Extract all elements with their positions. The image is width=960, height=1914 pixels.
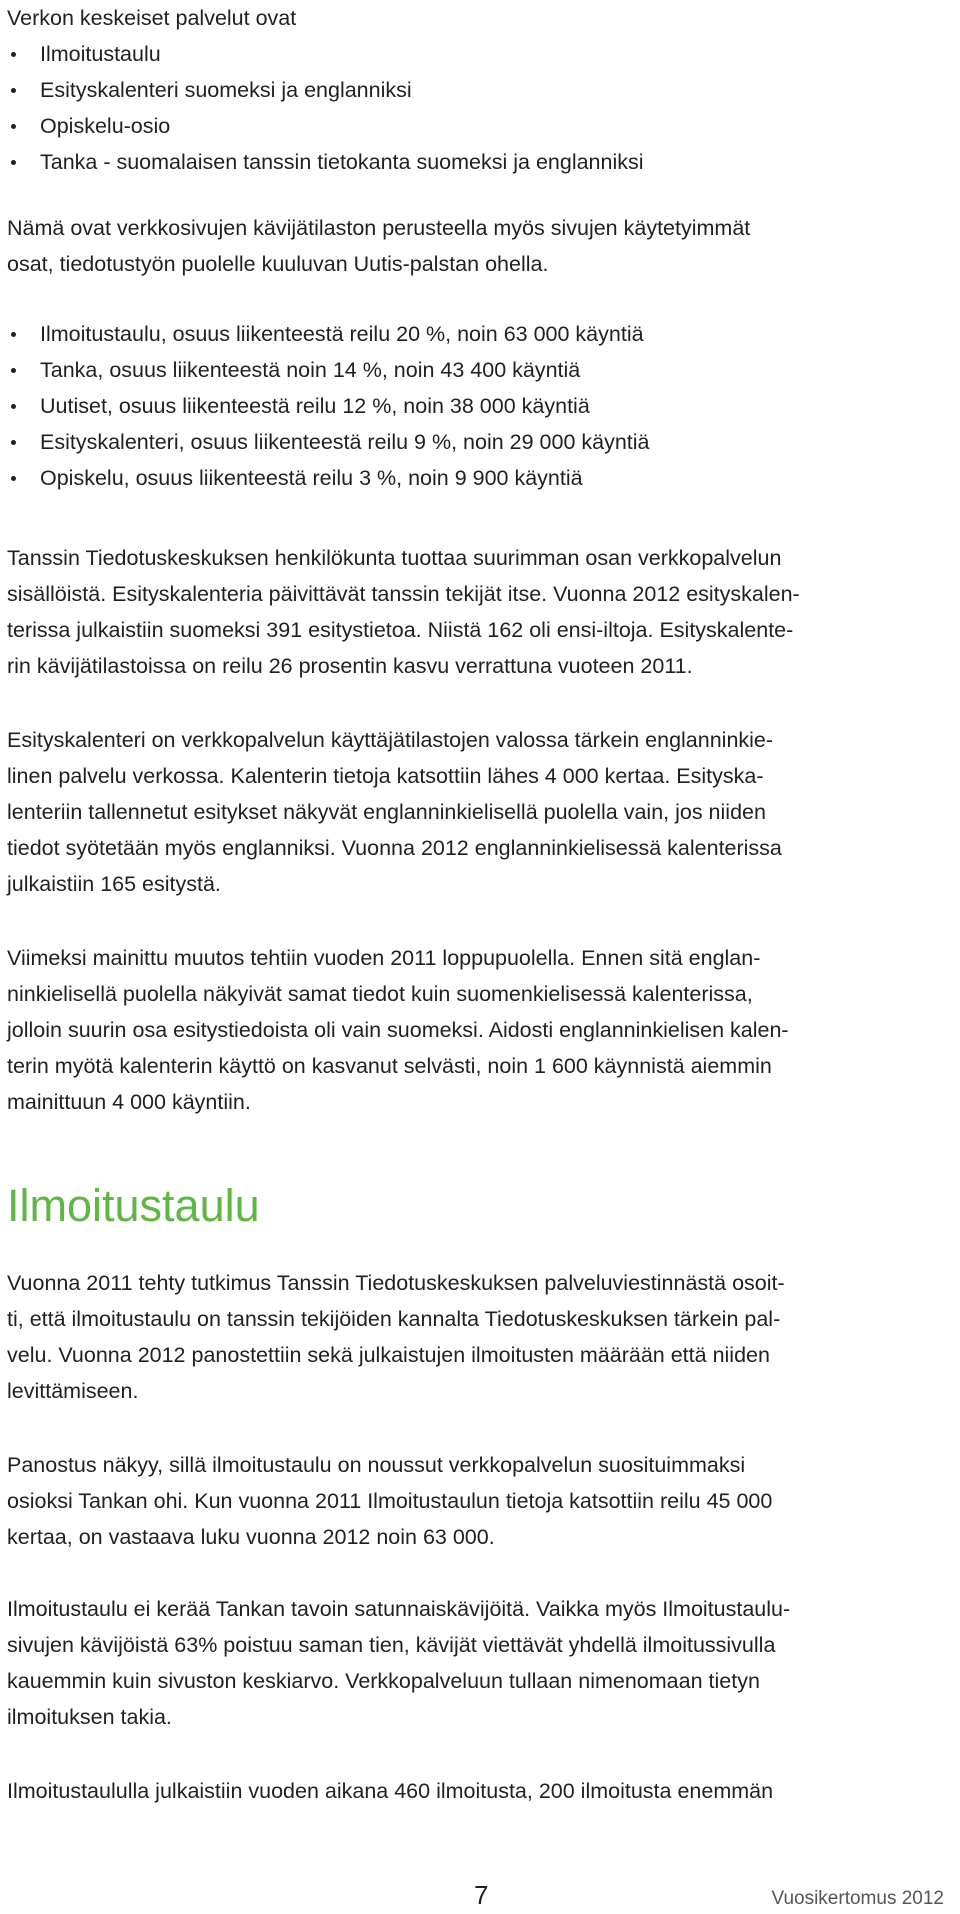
text-line: Nämä ovat verkkosivujen kävijätilaston perusteella myös sivujen käytetyimmät <box>7 216 751 240</box>
text-line: rin kävijätilastoissa on reilu 26 prosentin kasvu verrattuna vuoteen 2011. <box>7 654 693 678</box>
text-line: terin myötä kalenterin käyttö on kasvanut selvästi, noin 1 600 käynnistä aiemmin <box>7 1054 772 1078</box>
bullet-icon <box>11 124 16 129</box>
text-line: kauemmin kuin sivuston keskiarvo. Verkkopalveluun tullaan nimenomaan tietyn <box>7 1669 760 1693</box>
text-line: sisällöistä. Esityskalenteria päivittävät tanssin tekijät itse. Vuonna 2012 esityskalen- <box>7 582 800 606</box>
text-line: Ilmoitustaulu ei kerää Tankan tavoin satunnaiskävijöitä. Vaikka myös Ilmoitustaulu- <box>7 1597 791 1621</box>
text-line: Tanssin Tiedotuskeskuksen henkilökunta tuottaa suurimman osan verkkopalvelun <box>7 546 782 570</box>
last-paragraph <box>7 1773 953 1809</box>
bullet-icon <box>11 368 16 373</box>
list-item: Ilmoitustaulu, osuus liikenteestä reilu 20 %, noin 63 000 käyntiä <box>7 316 953 352</box>
text-line: osat, tiedotustyön puolelle kuuluvan Uutis-palstan ohella. <box>7 252 549 276</box>
services-list <box>7 36 953 180</box>
bullet-icon <box>11 440 16 445</box>
text-line: osioksi Tankan ohi. Kun vuonna 2011 Ilmoitustaulun tietoja katsottiin reilu 45 000 <box>7 1489 773 1513</box>
text-line: tiedot syötetään myös englanniksi. Vuonna 2012 englanninkielisessä kalenterissa <box>7 836 782 860</box>
intro-text: Verkon keskeiset palvelut ovat <box>7 6 297 30</box>
text-line: Esityskalenteri on verkkopalvelun käyttäjätilastojen valossa tärkein englanninkie- <box>7 728 774 752</box>
text-line: ilmoituksen takia. <box>7 1705 172 1729</box>
bullet-icon <box>11 52 16 57</box>
text-line: velu. Vuonna 2012 panostettiin sekä julkaistujen ilmoitusten määrään että niiden <box>7 1343 770 1367</box>
calendar-paragraph <box>7 722 953 902</box>
list-item: Opiskelu-osio <box>7 108 953 144</box>
text-line: Viimeksi mainittu muutos tehtiin vuoden 2011 loppupuolella. Ennen sitä englan- <box>7 946 761 970</box>
text-line: terissa julkaistiin suomeksi 391 esitystietoa. Niistä 162 oli ensi-iltoja. Esityskalente- <box>7 618 794 642</box>
text-line: Ilmoitustaululla julkaistiin vuoden aikana 460 ilmoitusta, 200 ilmoitusta enemmän <box>7 1779 774 1803</box>
intro-block <box>7 0 953 180</box>
bullet-icon <box>11 88 16 93</box>
footer-title: Vuosikertomus 2012 <box>771 1888 944 1909</box>
invest-paragraph <box>7 1447 953 1555</box>
text-line: linen palvelu verkossa. Kalenterin tietoja katsottiin lähes 4 000 kertaa. Esityska- <box>7 764 764 788</box>
traffic-list <box>7 316 953 496</box>
list-item: Tanka, osuus liikenteestä noin 14 %, noin 43 400 käyntiä <box>7 352 953 388</box>
list-item: Esityskalenteri suomeksi ja englanniksi <box>7 72 953 108</box>
text-line: mainittuun 4 000 käyntiin. <box>7 1090 251 1114</box>
visitors-paragraph <box>7 1591 953 1735</box>
traffic-block <box>7 316 953 496</box>
text-line: ninkielisellä puolella näkyivät samat tiedot kuin suomenkielisessä kalenterissa, <box>7 982 753 1006</box>
bullet-icon <box>11 160 16 165</box>
list-item: Tanka - suomalaisen tanssin tietokanta suomeksi ja englanniksi <box>7 144 953 180</box>
list-item: Uutiset, osuus liikenteestä reilu 12 %, noin 38 000 käyntiä <box>7 388 953 424</box>
text-line: jolloin suurin osa esitystiedoista oli vain suomeksi. Aidosti englanninkielisen kalen- <box>7 1018 789 1042</box>
text-line: levittämiseen. <box>7 1379 139 1403</box>
change-paragraph <box>7 940 953 1120</box>
text-line: ti, että ilmoitustaulu on tanssin tekijöiden kannalta Tiedotuskeskuksen tärkein pal- <box>7 1307 781 1331</box>
text-line: julkaistiin 165 esitystä. <box>7 872 221 896</box>
usage-paragraph <box>7 210 953 282</box>
content-paragraph <box>7 540 953 684</box>
text-line: Panostus näkyy, sillä ilmoitustaulu on noussut verkkopalvelun suosituimmaksi <box>7 1453 746 1477</box>
bullet-icon <box>11 404 16 409</box>
text-line: sivujen kävijöistä 63% poistuu saman tien, kävijät viettävät yhdellä ilmoitussivulla <box>7 1633 776 1657</box>
bullet-icon <box>11 332 16 337</box>
bullet-icon <box>11 476 16 481</box>
text-line: lenteriin tallennetut esitykset näkyvät englanninkielisellä puolella vain, jos niiden <box>7 800 766 824</box>
text-line: kertaa, on vastaava luku vuonna 2012 noin 63 000. <box>7 1525 495 1549</box>
list-item: Esityskalenteri, osuus liikenteestä reilu 9 %, noin 29 000 käyntiä <box>7 424 953 460</box>
list-item: Opiskelu, osuus liikenteestä reilu 3 %, noin 9 900 käyntiä <box>7 460 953 496</box>
list-item: Ilmoitustaulu <box>7 36 953 72</box>
study-paragraph <box>7 1265 953 1409</box>
page-number: 7 <box>474 1880 489 1910</box>
section-heading: Ilmoitustaulu <box>7 1180 260 1231</box>
text-line: Vuonna 2011 tehty tutkimus Tanssin Tiedotuskeskuksen palveluviestinnästä osoit- <box>7 1271 785 1295</box>
